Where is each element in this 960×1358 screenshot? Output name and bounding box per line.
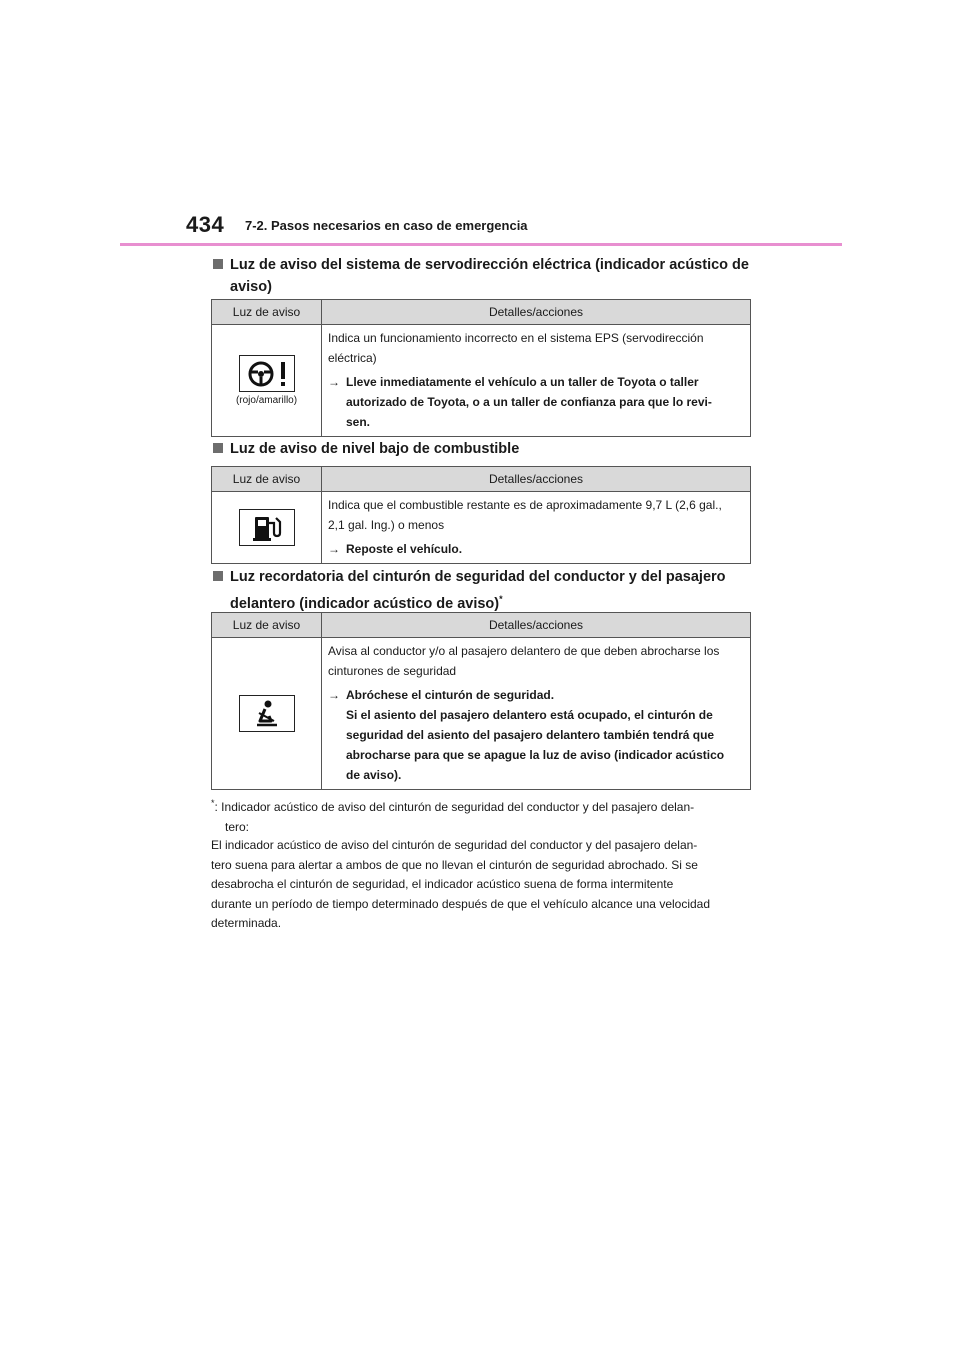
- heading-bullet: [213, 259, 223, 269]
- icon-caption: (rojo/amarillo): [235, 395, 298, 406]
- body-paragraph: [211, 836, 751, 934]
- arrow-icon: →: [328, 688, 340, 702]
- footnote-line: tero:: [225, 820, 250, 834]
- action-line: abrocharse para que se apague la luz de aviso (indicador acústico: [346, 748, 725, 762]
- action-line: Abróchese el cinturón de seguridad.: [346, 688, 555, 702]
- chapter-title: 7-2. Pasos necesarios en caso de emergencia: [245, 218, 528, 233]
- section-heading-eps: [213, 254, 753, 298]
- heading-line: aviso): [230, 279, 272, 295]
- warning-light-cell: [212, 638, 322, 790]
- page-number: 434: [186, 212, 225, 237]
- footnote-marker: *: [211, 798, 215, 808]
- col-header-details: Detalles/acciones: [322, 300, 751, 325]
- col-header-details: Detalles/acciones: [322, 613, 751, 638]
- action-line: de aviso).: [346, 768, 402, 782]
- body-line: El indicador acústico de aviso del cinturón de seguridad del conductor y del pasajero delan-: [211, 838, 698, 852]
- action-line: Lleve inmediatamente el vehículo a un taller de Toyota o taller: [346, 375, 699, 389]
- description-line: eléctrica): [328, 351, 377, 365]
- col-header-warning: Luz de aviso: [212, 613, 322, 638]
- action-text: [328, 685, 744, 785]
- fuel-warning-table: [211, 466, 751, 564]
- description-line: Indica un funcionamiento incorrecto en el sistema EPS (servodirección: [328, 331, 704, 345]
- body-line: tero suena para alertar a ambos de que no llevan el cinturón de seguridad abrochado. Si se: [211, 857, 698, 872]
- col-header-warning: Luz de aviso: [212, 467, 322, 492]
- details-cell: [322, 638, 751, 790]
- description-line: cinturones de seguridad: [328, 664, 457, 678]
- action-text: [328, 539, 744, 559]
- fuel-pump-icon: [239, 509, 295, 546]
- section-heading-seatbelt: [213, 566, 753, 615]
- col-header-warning: Luz de aviso: [212, 300, 322, 325]
- footnote: [211, 793, 751, 837]
- description-line: 2,1 gal. Ing.) o menos: [328, 518, 445, 532]
- action-line: Reposte el vehículo.: [346, 542, 463, 556]
- heading-bullet: [213, 443, 223, 453]
- action-line: sen.: [346, 415, 371, 429]
- footnote-line: : Indicador acústico de aviso del cinturón de seguridad del conductor y del pasajero delan-: [214, 800, 695, 814]
- description-line: Indica que el combustible restante es de aproximadamente 9,7 L (2,6 gal.,: [328, 498, 722, 512]
- footnote-mark: *: [499, 594, 503, 604]
- heading-line: Luz de aviso de nivel bajo de combustible: [230, 441, 520, 457]
- action-line: Si el asiento del pasajero delantero está ocupado, el cinturón de: [346, 708, 713, 722]
- heading-line: delantero (indicador acústico de aviso): [230, 595, 500, 612]
- seatbelt-warning-table: [211, 612, 751, 790]
- eps-warning-table: [211, 299, 751, 437]
- arrow-icon: →: [328, 542, 340, 556]
- header-rule: [120, 243, 842, 246]
- action-line: autorizado de Toyota, o a un taller de confianza para que lo revi-: [346, 395, 712, 409]
- action-line: seguridad del asiento del pasajero delantero también tendrá que: [346, 728, 715, 742]
- body-line: determinada.: [211, 916, 282, 930]
- seatbelt-icon: [239, 695, 295, 732]
- body-line: desabrocha el cinturón de seguridad, el indicador acústico suena de forma intermitente: [211, 877, 674, 891]
- col-header-details: Detalles/acciones: [322, 467, 751, 492]
- arrow-icon: →: [328, 375, 340, 389]
- heading-line: Luz recordatoria del cinturón de seguridad del conductor y del pasajero: [230, 569, 726, 585]
- action-text: [328, 372, 744, 432]
- steering-warning-icon: [239, 355, 295, 392]
- description-line: Avisa al conductor y/o al pasajero delantero de que deben abrocharse los: [328, 644, 720, 658]
- details-cell: [322, 492, 751, 564]
- details-cell: [322, 325, 751, 437]
- body-line: durante un período de tiempo determinado después de que el vehículo alcance una velocidad: [211, 896, 711, 911]
- heading-line: Luz de aviso del sistema de servodirección eléctrica (indicador acústico de: [230, 257, 749, 273]
- section-heading-fuel: [213, 438, 753, 460]
- warning-light-cell: [212, 325, 322, 437]
- warning-light-cell: [212, 492, 322, 564]
- heading-bullet: [213, 571, 223, 581]
